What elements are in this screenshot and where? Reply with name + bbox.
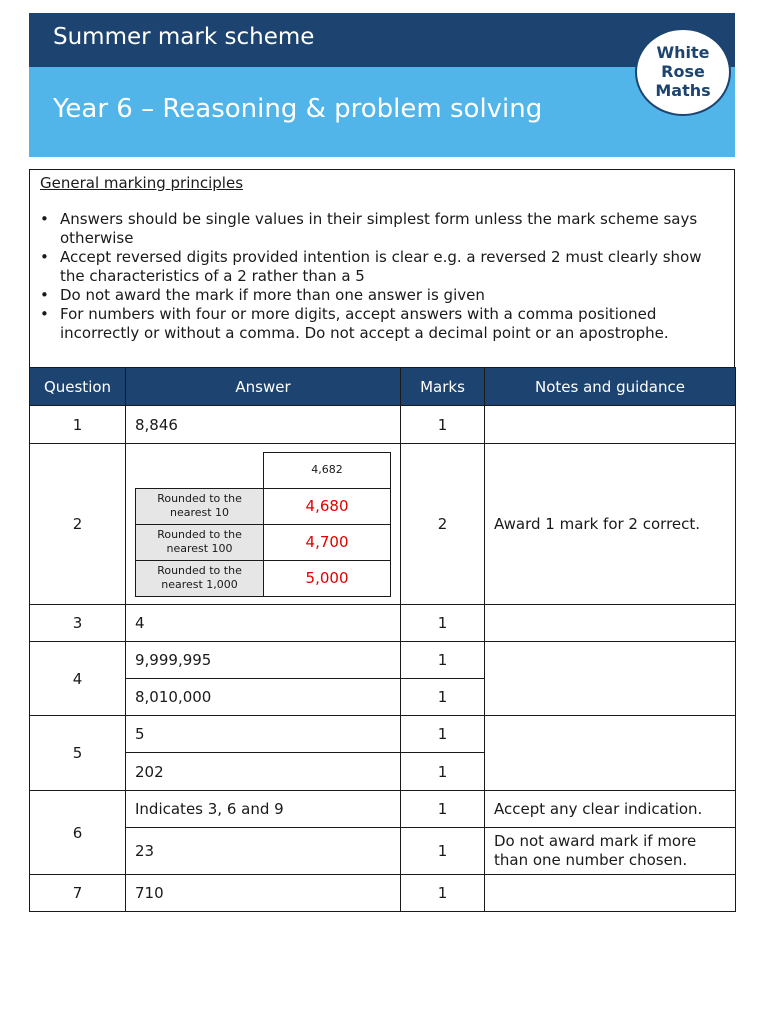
table-row bbox=[30, 716, 736, 753]
answer-cell bbox=[126, 444, 401, 605]
answer-cell: 23 bbox=[126, 828, 401, 875]
principles-heading: General marking principles bbox=[40, 174, 244, 192]
table-row bbox=[30, 605, 736, 642]
header-band bbox=[29, 13, 735, 67]
table-header-row bbox=[30, 368, 736, 406]
notes-cell bbox=[485, 406, 736, 444]
question-number: 1 bbox=[30, 406, 126, 444]
rounding-label: Rounded to the nearest 100 bbox=[136, 524, 264, 560]
notes-cell bbox=[485, 716, 736, 791]
principle-item: • For numbers with four or more digits, accept answers with a comma positioned incorrectly or without a comma. Do not accept a decimal point or an apostrophe. bbox=[40, 305, 720, 343]
answer-cell: 8,846 bbox=[126, 406, 401, 444]
question-number: 5 bbox=[30, 716, 126, 791]
principle-item: • Accept reversed digits provided intention is clear e.g. a reversed 2 must clearly show the characteristics of a 2 rather than a 5 bbox=[40, 248, 720, 286]
answer-cell: 9,999,995 bbox=[126, 642, 401, 679]
col-question: Question bbox=[30, 368, 126, 406]
notes-cell: Accept any clear indication. bbox=[485, 791, 736, 828]
question-number: 3 bbox=[30, 605, 126, 642]
question-number: 2 bbox=[30, 444, 126, 605]
marks-cell: 1 bbox=[401, 753, 485, 791]
table-row bbox=[30, 444, 736, 605]
table-row bbox=[30, 642, 736, 679]
answer-cell: 710 bbox=[126, 875, 401, 912]
marks-cell: 1 bbox=[401, 828, 485, 875]
rounding-label: Rounded to the nearest 10 bbox=[136, 488, 264, 524]
notes-cell bbox=[485, 875, 736, 912]
logo-line-1: White bbox=[656, 43, 710, 62]
marks-cell: 1 bbox=[401, 875, 485, 912]
answer-cell: Indicates 3, 6 and 9 bbox=[126, 791, 401, 828]
marks-cell: 1 bbox=[401, 791, 485, 828]
rounding-label: Rounded to the nearest 1,000 bbox=[136, 560, 264, 596]
principle-item: • Do not award the mark if more than one answer is given bbox=[40, 286, 720, 305]
marks-cell: 1 bbox=[401, 679, 485, 716]
principle-item: • Answers should be single values in their simplest form unless the mark scheme says otherwise bbox=[40, 210, 720, 248]
white-rose-maths-logo bbox=[635, 28, 731, 116]
subtitle-band bbox=[29, 67, 735, 157]
rounding-number: 4,682 bbox=[264, 452, 391, 488]
answer-cell: 202 bbox=[126, 753, 401, 791]
rounding-value: 4,700 bbox=[264, 524, 391, 560]
header-subtitle: Year 6 – Reasoning & problem solving bbox=[53, 94, 543, 124]
table-row bbox=[30, 828, 736, 875]
col-answer: Answer bbox=[126, 368, 401, 406]
table-row bbox=[30, 791, 736, 828]
rounding-value: 4,680 bbox=[264, 488, 391, 524]
answer-cell: 5 bbox=[126, 716, 401, 753]
marks-cell: 2 bbox=[401, 444, 485, 605]
logo-line-2: Rose bbox=[661, 62, 705, 81]
mark-scheme-table bbox=[29, 367, 736, 912]
logo-line-3: Maths bbox=[655, 81, 711, 100]
marks-cell: 1 bbox=[401, 406, 485, 444]
notes-cell bbox=[485, 605, 736, 642]
col-marks: Marks bbox=[401, 368, 485, 406]
table-row bbox=[30, 875, 736, 912]
marks-cell: 1 bbox=[401, 642, 485, 679]
notes-cell: Award 1 mark for 2 correct. bbox=[485, 444, 736, 605]
answer-cell: 8,010,000 bbox=[126, 679, 401, 716]
rounding-value: 5,000 bbox=[264, 560, 391, 596]
principles-list bbox=[40, 210, 720, 343]
header-title: Summer mark scheme bbox=[53, 24, 315, 50]
marking-principles bbox=[29, 169, 735, 368]
notes-cell bbox=[485, 642, 736, 716]
answer-cell: 4 bbox=[126, 605, 401, 642]
rounding-row bbox=[136, 524, 391, 560]
notes-cell: Do not award mark if more than one number chosen. bbox=[485, 828, 736, 875]
col-notes: Notes and guidance bbox=[485, 368, 736, 406]
rounding-row bbox=[136, 488, 391, 524]
question-number: 4 bbox=[30, 642, 126, 716]
marks-cell: 1 bbox=[401, 605, 485, 642]
rounding-row bbox=[136, 560, 391, 596]
question-number: 7 bbox=[30, 875, 126, 912]
rounding-table bbox=[135, 452, 391, 597]
table-row bbox=[30, 406, 736, 444]
question-number: 6 bbox=[30, 791, 126, 875]
marks-cell: 1 bbox=[401, 716, 485, 753]
